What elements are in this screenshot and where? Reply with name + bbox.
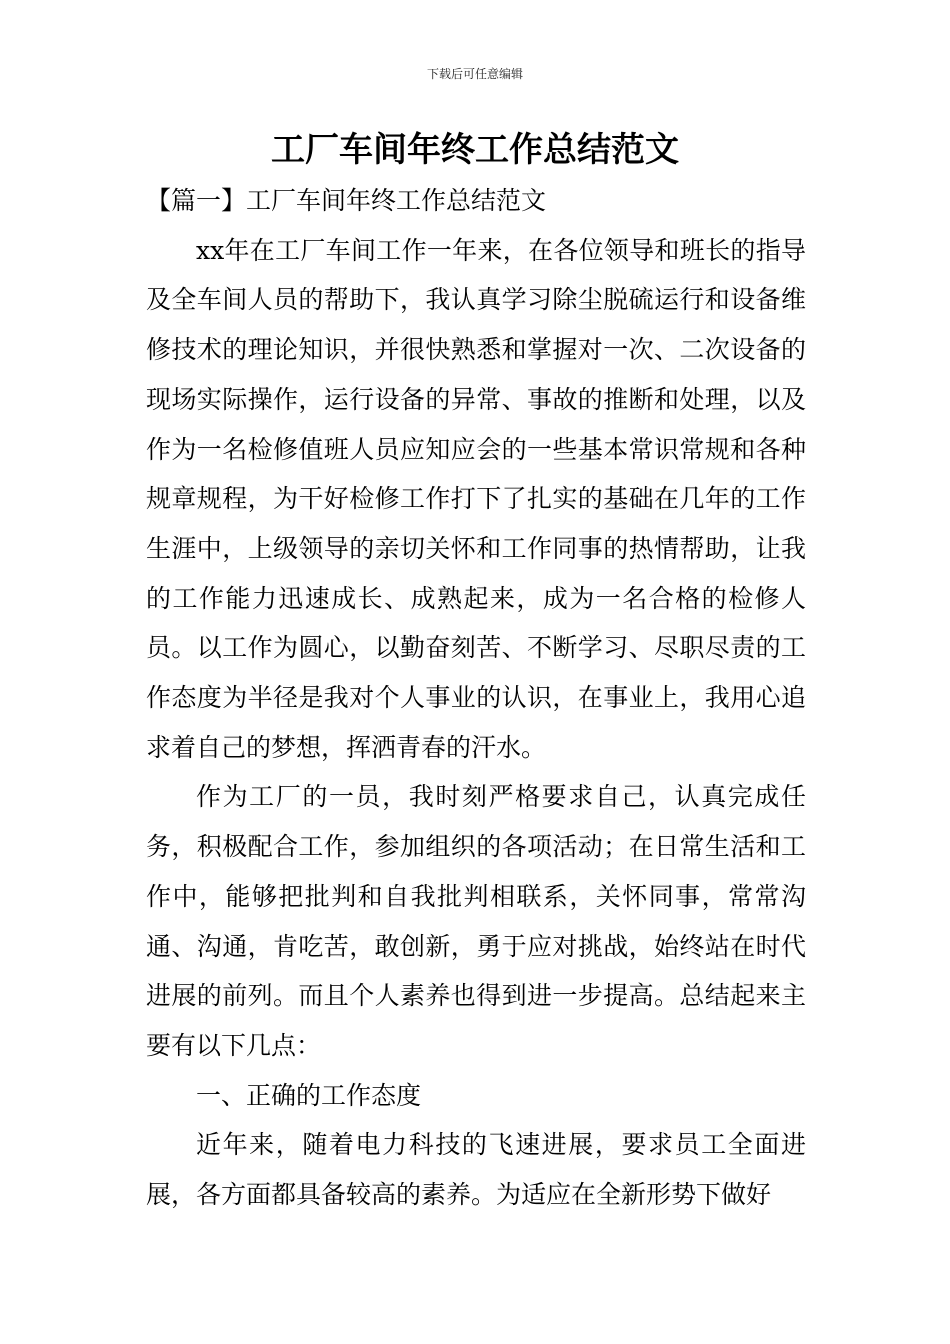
header-note: 下载后可任意编辑 xyxy=(426,67,523,81)
section-title: 【篇一】工厂车间年终工作总结范文 xyxy=(146,186,547,215)
paragraph-1: xx年在工厂车间工作一年来，在各位领导和班长的指导及全车间人员的帮助下，我认真学习除尘脱硫运行和设备维修技术的理论知识，并很快熟悉和掌握对一次、二次设备的现场实际操作，运行设备的异常、事故的推断和处理，以及作为一名检修值班人员应知应会的一些基本常识常规和各种规章规程，为干好检修工作打下了扎实的基础在几年的工作生涯中，上级领导的亲切关怀和工作同事的热情帮助，让我的工作能力迅速成长、成熟起来，成为一名合格的检修人员。以工作为圆心，以勤奋刻苦、不断学习、尽职尽责的工作态度为半径是我对个人事业的认识，在事业上，我用心追求着自己的梦想，挥洒青春的汗水。 xyxy=(146,235,806,762)
document-title: 工厂车间年终工作总结范文 xyxy=(271,130,679,170)
document-body xyxy=(146,176,806,1220)
paragraph-3: 近年来，随着电力科技的飞速进展，要求员工全面进展，各方面都具备较高的素养。为适应在全新形势下做好 xyxy=(146,1130,806,1210)
subheading-1: 一、正确的工作态度 xyxy=(196,1080,422,1110)
paragraph-2: 作为工厂的一员，我时刻严格要求自己，认真完成任务，积极配合工作，参加组织的各项活动；在日常生活和工作中，能够把批判和自我批判相联系，关怀同事，常常沟通、沟通，肯吃苦，敢创新，勇于应对挑战，始终站在时代进展的前列。而且个人素养也得到进一步提高。总结起来主要有以下几点： xyxy=(146,782,806,1060)
